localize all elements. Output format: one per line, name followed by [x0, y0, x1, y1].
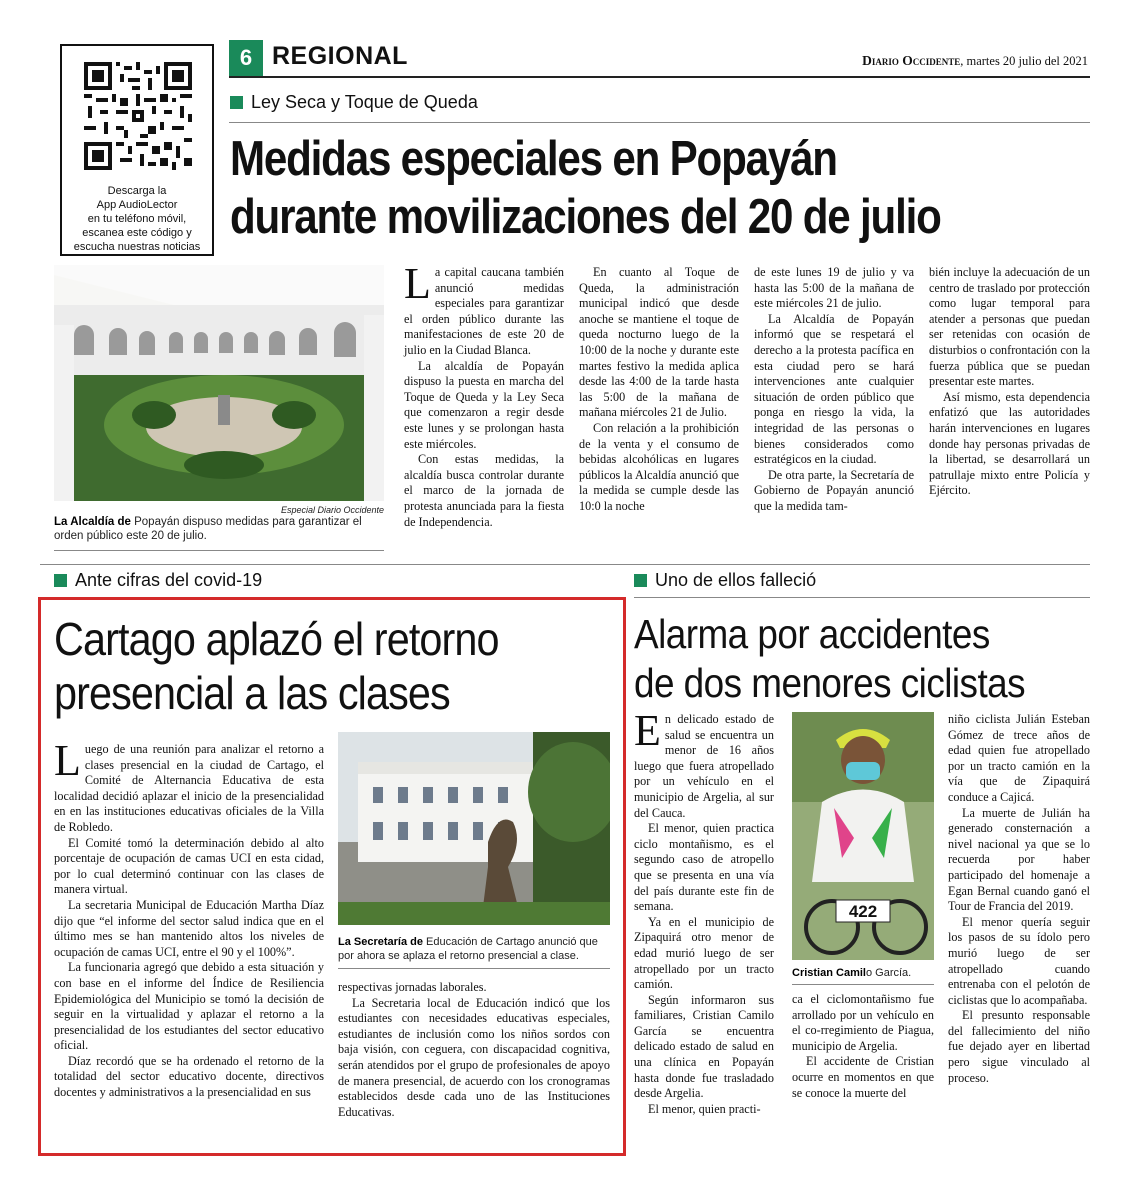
story2-caption: [338, 935, 610, 963]
story1-headline: [230, 130, 941, 246]
story2-kicker-text: Ante cifras del covid-19: [75, 570, 263, 590]
section-title: REGIONAL: [272, 42, 408, 70]
headline-line: de dos menores ciclistas: [634, 660, 1026, 706]
paragraph: La Alcaldía de Popayán informó que se respetará el derecho a la protesta pacífica en esta ciudad pero se hará intervenciones ante cualquier situación de orden público que ponga en riesgo la vida, la integridad de las personas o bienes considerados como estratégicos en la ciudad.: [754, 311, 914, 467]
story1-caption: [54, 515, 384, 543]
paragraph: La alcaldía de Popayán dispuso la puesta en marcha del Toque de Queda y la Ley Seca que comenzaron a regir desde este lunes y se prolongan hasta este miércoles.: [404, 358, 564, 451]
caption-rule: [792, 984, 934, 985]
page-number-badge: 6: [229, 40, 263, 76]
story3-col3: [948, 712, 1090, 1086]
paragraph: Según informaron sus familiares, Cristian Camilo García se encuentra delicado estado de salud en una clínica en Popayán hasta donde fue trasladado desde Argelia.: [634, 992, 774, 1101]
paragraph: El menor quería seguir los pasos de su ídolo pero murió luego de ser atropellado cuando entrenaba con el pelotón de ciclistas que lo acompañaba.: [948, 914, 1090, 1007]
kicker-square-icon: [230, 96, 243, 109]
paragraph: ca el ciclomontañismo fue arrollado por un vehículo en el co-rregimiento de Piagua, municipio de Argelia.: [792, 992, 934, 1053]
caption-rule: [54, 550, 384, 551]
paragraph: El menor, quien practica ciclo montañismo, es el segundo caso de atropello que se presenta en una vía del país durante este fin de semana.: [634, 821, 774, 914]
story3-col1: [634, 706, 774, 1117]
paragraph: La funcionaria agregó que debido a esta situación y con base en el informe del Índice de Resiliencia Epidemiológica del Municipio se tomó la decisión de seguir en la virtualidad y aplazar el retorno a la presencialidad de los estudiantes del sector educativo oficial.: [54, 960, 324, 1053]
headline-line: Alarma por accidentes: [634, 611, 990, 657]
headline-line: Cartago aplazó el retorno: [54, 613, 499, 665]
headline-line: presencial a las clases: [54, 667, 450, 719]
caption-bold: La Secretaría de: [338, 936, 423, 948]
story2-col2: [338, 980, 610, 1120]
newspaper-name: Diario Occidente: [862, 53, 961, 68]
story2-photo: [338, 732, 610, 925]
paragraph: Con relación a la prohibición de la venta y el consumo de bebidas alcohólicas en lugares públicos la Alcaldía anunció que la medida se cumple desde las 10:0 la noche: [579, 420, 739, 513]
story2-kicker: [54, 570, 262, 591]
story3-caption: [792, 966, 934, 980]
paragraph: La secretaria Municipal de Educación Martha Díaz dijo que “el informe del sector salud indica que en el último mes se han mantenido altos los niveles de ocupación de camas UCI, entre el 90 y el 100%”.: [54, 897, 324, 959]
drop-cap: L: [404, 259, 431, 308]
qr-code-icon[interactable]: [84, 62, 192, 170]
story3-kicker-text: Uno de ellos falleció: [655, 570, 817, 590]
caption-text: Popayán dispuso medidas para garantizar el orden público este 20 de julio.: [54, 516, 362, 542]
caption-bold: La Alcaldía de: [54, 516, 131, 528]
story2-col1: [54, 736, 324, 1101]
paragraph: Ya en el municipio de Zipaquirá otro menor de edad murió luego de ser atropellado por un tracto camión.: [634, 914, 774, 992]
paragraph: Luego de una reunión para analizar el retorno a clases presencial en la ciudad de Cartago, el Comité de Alternancia Educativa de esta localidad decidió aplazar el inicio de la presencialidad en en las instituciones educativas oficiales de la Villa de Robledo.: [54, 736, 324, 834]
qr-caption-line: en tu teléfono móvil,: [87, 213, 187, 225]
paragraph: niño ciclista Julián Esteban Gómez de trece años de edad quien fue atropellado por un tracto camión en la vía que de Zipaquirá conduce a Cajicá.: [948, 712, 1090, 804]
issue-date: , martes 20 julio del 2021: [960, 54, 1088, 68]
drop-cap: L: [54, 736, 81, 785]
paragraph: El Comité tomó la determinación debido al alto porcentaje de ocupación de camas UCI en esta cidad, por lo cual determinó continuar con las clases de manera virtual.: [54, 835, 324, 897]
paragraph: Así mismo, esta dependencia enfatizó que las autoridades harán intervenciones en lugares donde hay personas privadas de la libertad, se desarrollará un patrullaje mixto entre Policía y Ejército.: [929, 389, 1090, 498]
qr-caption-line: escucha nuestras noticias: [73, 241, 201, 253]
story2-headline: [54, 612, 499, 720]
paragraph: La capital caucana también anunció medidas especiales para garantizar el orden público durante las manifestaciones de este 20 de julio en la Ciudad Blanca.: [404, 259, 564, 357]
headline-line: Medidas especiales en Popayán: [230, 132, 837, 186]
paragraph: De otra parte, la Secretaría de Gobierno de Popayán anunció que la medida tam-: [754, 467, 914, 513]
story1-col2: [579, 265, 739, 515]
paragraph: La Secretaria local de Educación indicó que los estudiantes con necesidades educativas especiales, estudiantes de inclusión como los niños sordos con baja visión, con ceguera, con discapacidad cognitiva, serán atendidos por el grupo de profesionales de apoyo de manera presencial, de acuerdo con los cronogramas establecidos desde cada uno de las Instituciones Educativas.: [338, 995, 610, 1119]
bib-number: 422: [848, 902, 878, 921]
masthead-date: [862, 53, 1088, 69]
qr-caption: [64, 184, 210, 254]
kicker-square-icon: [54, 574, 67, 587]
qr-caption-line: App AudioLector: [96, 199, 178, 211]
caption-text: o García.: [865, 967, 912, 979]
qr-caption-line: Descarga la: [107, 185, 167, 197]
qr-caption-line: escanea este código y: [82, 227, 192, 239]
paragraph: Díaz recordó que se ha ordenado el retorno de la totalidad del sector educativo docente, directivos docentes y administrativos a la presencialidad en sus: [54, 1053, 324, 1100]
paragraph: bién incluye la adecuación de un centro de traslado por protección como lugar temporal para atender a personas que puedan ser retenidas con ocasión de disturbios o confrontación con la fuerza pública que se puedan presentar este martes.: [929, 265, 1090, 389]
story3-col2: [792, 992, 934, 1101]
headline-line: durante movilizaciones del 20 de julio: [230, 190, 941, 244]
kicker-rule: [229, 122, 1090, 123]
paragraph: de este lunes 19 de julio y va hasta las 5:00 de la mañana de este miércoles 21 de julio.: [754, 265, 914, 311]
paragraph: El presunto responsable del fallecimiento del niño fue dejado ayer en libertad pero sigue vinculado al proceso.: [948, 1008, 1090, 1085]
story3-photo: [792, 712, 934, 960]
story1-photo: [54, 265, 384, 501]
caption-text: Educación de Cartago anunció que por ahora se aplaza el retorno presencial a clase.: [338, 936, 598, 962]
paragraph: El accidente de Cristian ocurre en momentos en que se conoce la muerte del: [792, 1054, 934, 1100]
story3-headline: [634, 610, 1025, 708]
story1-kicker-text: Ley Seca y Toque de Queda: [251, 92, 478, 112]
story1-kicker: [230, 92, 478, 113]
paragraph: En cuanto al Toque de Queda, la administración municipal indicó que desde anoche se mantiene el toque de queda nocturno luego de la 10:00 de la noche y durante este martes festivo la medida aplica desde las 4:00 de la tarde hasta las 5:00 de la mañana de mañana miércoles 21 de Julio.: [579, 265, 739, 420]
story1-col3: [754, 265, 914, 515]
paragraph: La muerte de Julián ha generado consternación a nivel nacional ya que se lo recuerda por haber participado del homenaje a Egan Bernal cuando ganó el Tour de Francia del 2019.: [948, 805, 1090, 914]
kicker-rule: [634, 597, 1090, 598]
caption-rule: [338, 968, 610, 969]
section-divider: [40, 564, 1090, 565]
story1-col1: [404, 259, 564, 530]
header-rule: [229, 76, 1090, 78]
drop-cap: E: [634, 706, 661, 755]
paragraph: El menor, quien practi-: [648, 1101, 761, 1116]
kicker-square-icon: [634, 574, 647, 587]
story1-col4: [929, 265, 1090, 499]
story3-kicker: [634, 570, 816, 591]
paragraph: En delicado estado de salud se encuentra un menor de 16 años luego que fuera atropellado por un vehículo en el municipio de Argelia, al sur del Cauca.: [634, 706, 774, 820]
paragraph: respectivas jornadas laborales.: [338, 980, 487, 994]
paragraph: Con estas medidas, la alcaldía busca controlar durante el marco de la jornada de protesta anunciada para la fiesta de Independencia.: [404, 452, 564, 529]
story1-photo-credit: Especial Diario Occidente: [280, 505, 384, 515]
qr-box: [60, 44, 214, 256]
caption-bold: Cristian Camil: [792, 967, 866, 979]
